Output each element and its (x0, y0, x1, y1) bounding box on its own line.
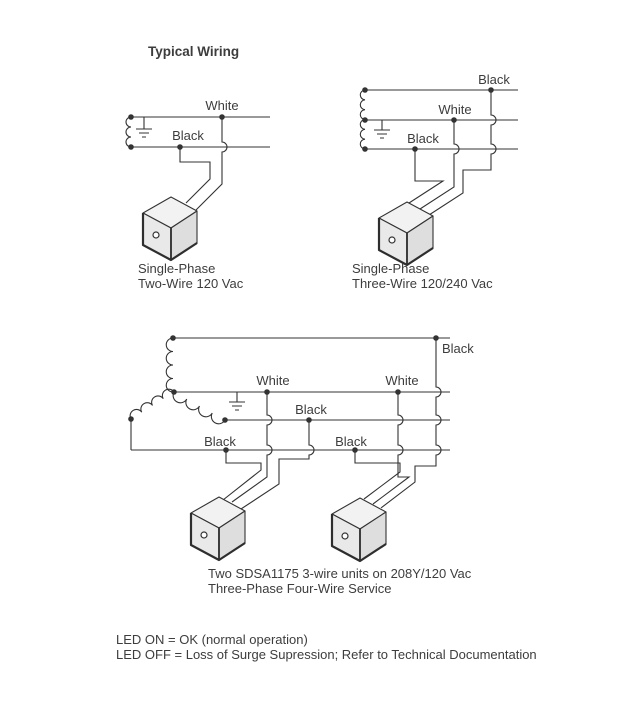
diagram3-caption-line1: Two SDSA1175 3-wire units on 208Y/120 Vac (208, 566, 472, 581)
diagram3-caption-line2: Three-Phase Four-Wire Service (208, 581, 392, 596)
junction-dot (219, 114, 225, 120)
sdsa-unit-2 (379, 202, 433, 265)
junction-dot (362, 117, 368, 123)
junction-dot (171, 389, 177, 395)
unit-lead-black (180, 147, 210, 203)
unit1-lead-3 (241, 420, 314, 509)
junction-dot (488, 87, 494, 93)
junction-dot (362, 146, 368, 152)
led-legend (116, 632, 537, 662)
wire-label-black-bottom-1: Black (204, 434, 236, 449)
diagram-single-phase-two-wire (126, 98, 270, 291)
diagram2-caption-line2: Three-Wire 120/240 Vac (352, 276, 493, 291)
diagram-single-phase-three-wire (352, 72, 518, 291)
junction-dot (362, 87, 368, 93)
earth-ground-icon (136, 117, 152, 137)
unit-lead-1 (409, 149, 443, 203)
junction-dot (128, 114, 134, 120)
wire-label-white: White (205, 98, 239, 113)
legend-line-2: LED OFF = Loss of Surge Supression; Refer to Technical Documentation (116, 647, 537, 662)
wire-label-black-bottom: Black (407, 131, 439, 146)
junction-dot (128, 416, 134, 422)
wire-label-black-top: Black (442, 341, 474, 356)
wire-label-white-2: White (385, 373, 419, 388)
diagram1-caption-line1: Single-Phase (138, 261, 216, 276)
junction-dot (395, 389, 401, 395)
diagram1-caption-line2: Two-Wire 120 Vac (138, 276, 244, 291)
unit2-lead-3 (381, 338, 441, 508)
junction-dot (412, 146, 418, 152)
junction-dot (128, 144, 134, 150)
earth-ground-icon (374, 120, 390, 138)
sdsa-unit-3 (191, 497, 245, 560)
wire-label-black: Black (172, 128, 204, 143)
diagram-title: Typical Wiring (148, 44, 240, 59)
wire-label-black-mid: Black (295, 402, 327, 417)
unit2-lead-1 (355, 450, 400, 499)
unit1-lead-2 (232, 392, 272, 502)
earth-ground-icon (229, 392, 245, 410)
transformer-coil-icon (126, 117, 131, 147)
wye-coil-left-icon (130, 389, 174, 419)
diagram2-caption-line1: Single-Phase (352, 261, 430, 276)
junction-dot (451, 117, 457, 123)
wye-coil-top-icon (166, 338, 173, 392)
unit1-lead-1 (223, 450, 261, 500)
junction-dot (264, 389, 270, 395)
wire-label-black-bottom-2: Black (335, 434, 367, 449)
diagram-three-phase-four-wire (128, 335, 474, 596)
unit2-lead-2 (373, 392, 409, 504)
sdsa-unit-4 (332, 498, 386, 561)
junction-dot (306, 417, 312, 423)
wire-label-black-top: Black (478, 72, 510, 87)
junction-dot (222, 417, 228, 423)
legend-line-1: LED ON = OK (normal operation) (116, 632, 308, 647)
junction-dot (433, 335, 439, 341)
wire-label-white-1: White (256, 373, 290, 388)
junction-dot (177, 144, 183, 150)
wire-label-white: White (438, 102, 472, 117)
junction-dot (170, 335, 176, 341)
wye-coil-right-icon (173, 392, 225, 424)
sdsa-unit-1 (143, 197, 197, 260)
